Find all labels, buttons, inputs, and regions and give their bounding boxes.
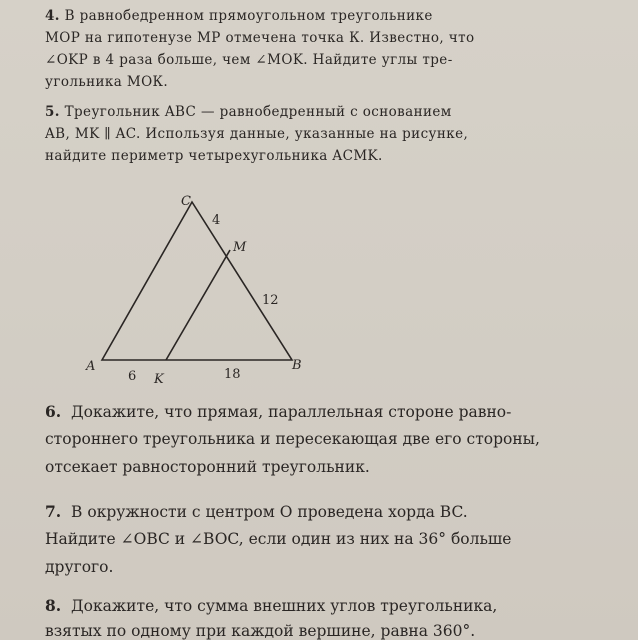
- triangle-figure: [78, 188, 318, 388]
- problem-number: 8.: [45, 596, 62, 615]
- problem-7-line-1: [45, 502, 580, 521]
- problem-4-line-2: МОР на гипотенузе МР отмечена точка К. Известно, что: [45, 30, 475, 46]
- segment-mk: [166, 250, 230, 360]
- problem-5-line-1: [45, 104, 553, 120]
- vertex-k-label: K: [154, 372, 164, 387]
- problem-6-line-3: отсекает равносторонний треугольник.: [45, 458, 370, 476]
- problem-text: Докажите, что сумма внешних углов треугольника,: [71, 597, 498, 615]
- label-kb: 18: [224, 367, 241, 382]
- problem-8-line-1: [45, 596, 580, 615]
- problem-8-line-2: взятых по одному при каждой вершине, равна 360°.: [45, 622, 476, 640]
- problem-text: Треугольник ABC — равнобедренный с основанием: [64, 104, 452, 120]
- problem-text: Докажите, что прямая, параллельная стороне равно-: [71, 403, 512, 421]
- problem-text: В окружности с центром O проведена хорда BC.: [71, 503, 468, 521]
- label-cm: 4: [212, 213, 221, 228]
- problem-7-line-3: другого.: [45, 558, 114, 576]
- problem-number: 5.: [45, 104, 60, 120]
- problem-7-line-2: Найдите ∠OBC и ∠BOC, если один из них на 36° больше: [45, 530, 512, 548]
- problem-4-line-1: [45, 8, 553, 24]
- problem-number: 6.: [45, 402, 62, 421]
- problem-number: 4.: [45, 8, 60, 24]
- problem-6-line-2: стороннего треугольника и пересекающая две его стороны,: [45, 430, 540, 448]
- problem-4-line-3: ∠OKP в 4 раза больше, чем ∠MOK. Найдите углы тре-: [45, 52, 453, 68]
- problem-5-line-3: найдите периметр четырехугольника ACMK.: [45, 148, 383, 164]
- vertex-b-label: B: [292, 358, 302, 373]
- problem-6-line-1: [45, 402, 580, 421]
- problem-5-line-2: AB, MK ∥ AC. Используя данные, указанные на рисунке,: [45, 126, 469, 142]
- problem-text: В равнобедренном прямоугольном треугольнике: [64, 8, 433, 24]
- label-ak: 6: [128, 369, 137, 384]
- label-mb: 12: [262, 293, 279, 308]
- triangle-abc: [102, 202, 292, 360]
- problem-4-line-4: угольника МОК.: [45, 74, 169, 90]
- vertex-c-label: C: [181, 194, 191, 209]
- vertex-a-label: A: [86, 359, 96, 374]
- problem-number: 7.: [45, 502, 62, 521]
- vertex-m-label: M: [233, 240, 247, 255]
